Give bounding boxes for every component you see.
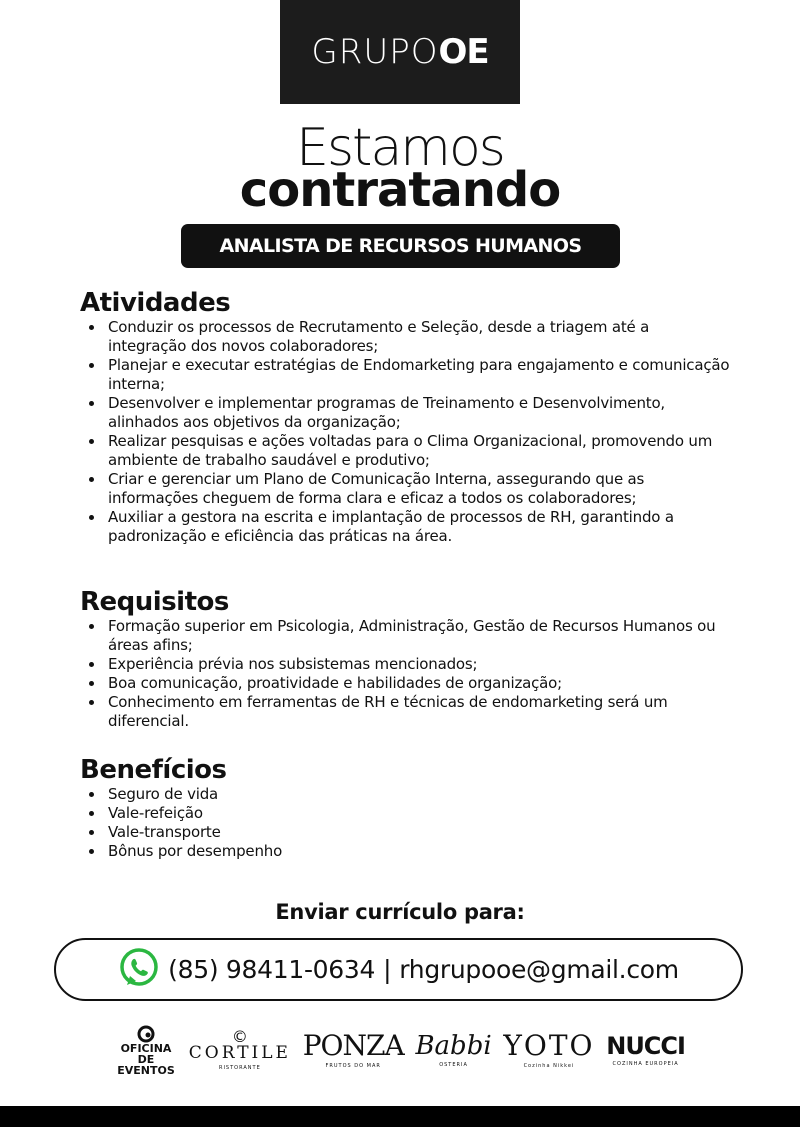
- requirements-heading: Requisitos: [80, 587, 229, 617]
- job-role-label: ANALISTA DE RECURSOS HUMANOS: [219, 235, 582, 257]
- oficina-symbol-icon: [137, 1025, 155, 1043]
- brand-name: PONZA: [302, 1028, 404, 1062]
- list-item: Desenvolver e implementar programas de Treinamento e Desenvolvimento, alinhados aos objetivos da organização;: [80, 394, 730, 432]
- send-resume-label: Enviar currículo para:: [275, 900, 525, 924]
- headline-line-1: Estamos: [296, 118, 504, 178]
- list-item: Bônus por desempenho: [80, 842, 730, 861]
- brand-ponza: [302, 1028, 404, 1069]
- brand-subtitle: OSTERIA: [439, 1061, 468, 1068]
- list-item: Planejar e executar estratégias de Endomarketing para engajamento e comunicação interna;: [80, 356, 730, 394]
- brand-name: CORTILE: [188, 1043, 291, 1063]
- brand-subtitle: RISTORANTE: [218, 1065, 261, 1071]
- logo-text-left: GRUPO: [311, 32, 439, 72]
- activities-section: [80, 288, 730, 546]
- list-item: Vale-transporte: [80, 823, 730, 842]
- benefits-list: [80, 785, 730, 861]
- cortile-symbol-icon: ©: [231, 1027, 248, 1046]
- contact-box: [54, 938, 743, 1001]
- activities-heading: Atividades: [80, 288, 231, 318]
- activities-list: [80, 318, 730, 546]
- brand-yoto: [503, 1028, 595, 1069]
- list-item: Vale-refeição: [80, 804, 730, 823]
- brand-subtitle: COZINHA EUROPEIA: [612, 1060, 679, 1067]
- footer-bar: [0, 1106, 800, 1127]
- brand-subtitle: Cozinha Nikkei: [523, 1062, 575, 1069]
- benefits-heading: Benefícios: [80, 755, 227, 785]
- brand-name: YOTO: [503, 1028, 595, 1062]
- list-item: Conduzir os processos de Recrutamento e Seleção, desde a triagem até a integração dos novos colaboradores;: [80, 318, 730, 356]
- company-logo: [280, 0, 520, 104]
- contact-email[interactable]: rhgrupooe@gmail.com: [399, 955, 679, 984]
- brand-subtitle: FRUTOS DO MAR: [325, 1062, 381, 1069]
- contact-separator: |: [383, 955, 392, 984]
- brand-name: OFICINA DE EVENTOS: [117, 1041, 175, 1077]
- brand-name: Babbi: [415, 1030, 492, 1061]
- list-item: Boa comunicação, proatividade e habilidades de organização;: [80, 674, 730, 693]
- requirements-section: [80, 587, 730, 731]
- list-item: Conhecimento em ferramentas de RH e técnicas de endomarketing será um diferencial.: [80, 693, 730, 731]
- list-item: Auxiliar a gestora na escrita e implantação de processos de RH, garantindo a padronização e eficiência das práticas na área.: [80, 508, 730, 546]
- brand-oficina-de-eventos: [115, 1025, 177, 1076]
- partner-brands: [115, 1020, 685, 1080]
- logo-text: [311, 32, 488, 72]
- list-item: Criar e gerenciar um Plano de Comunicação Interna, assegurando que as informações cheguem de forma clara e eficaz a todos os colaboradores;: [80, 470, 730, 508]
- requirements-list: [80, 617, 730, 731]
- list-item: Realizar pesquisas e ações voltadas para o Clima Organizacional, promovendo um ambiente de trabalho saudável e produtivo;: [80, 432, 730, 470]
- brand-babbi: [415, 1030, 492, 1068]
- benefits-section: [80, 755, 730, 861]
- headline-line-2: contratando: [239, 162, 561, 218]
- contact-phone[interactable]: (85) 98411-0634: [168, 955, 376, 984]
- brand-cortile: [189, 1029, 291, 1071]
- brand-nucci: [606, 1031, 685, 1067]
- job-role-badge: [181, 224, 620, 268]
- list-item: Formação superior em Psicologia, Administração, Gestão de Recursos Humanos ou áreas afins;: [80, 617, 730, 655]
- logo-text-right: OE: [438, 32, 489, 72]
- whatsapp-icon[interactable]: [118, 947, 160, 993]
- brand-name: NUCCI: [606, 1031, 685, 1060]
- list-item: Seguro de vida: [80, 785, 730, 804]
- list-item: Experiência prévia nos subsistemas mencionados;: [80, 655, 730, 674]
